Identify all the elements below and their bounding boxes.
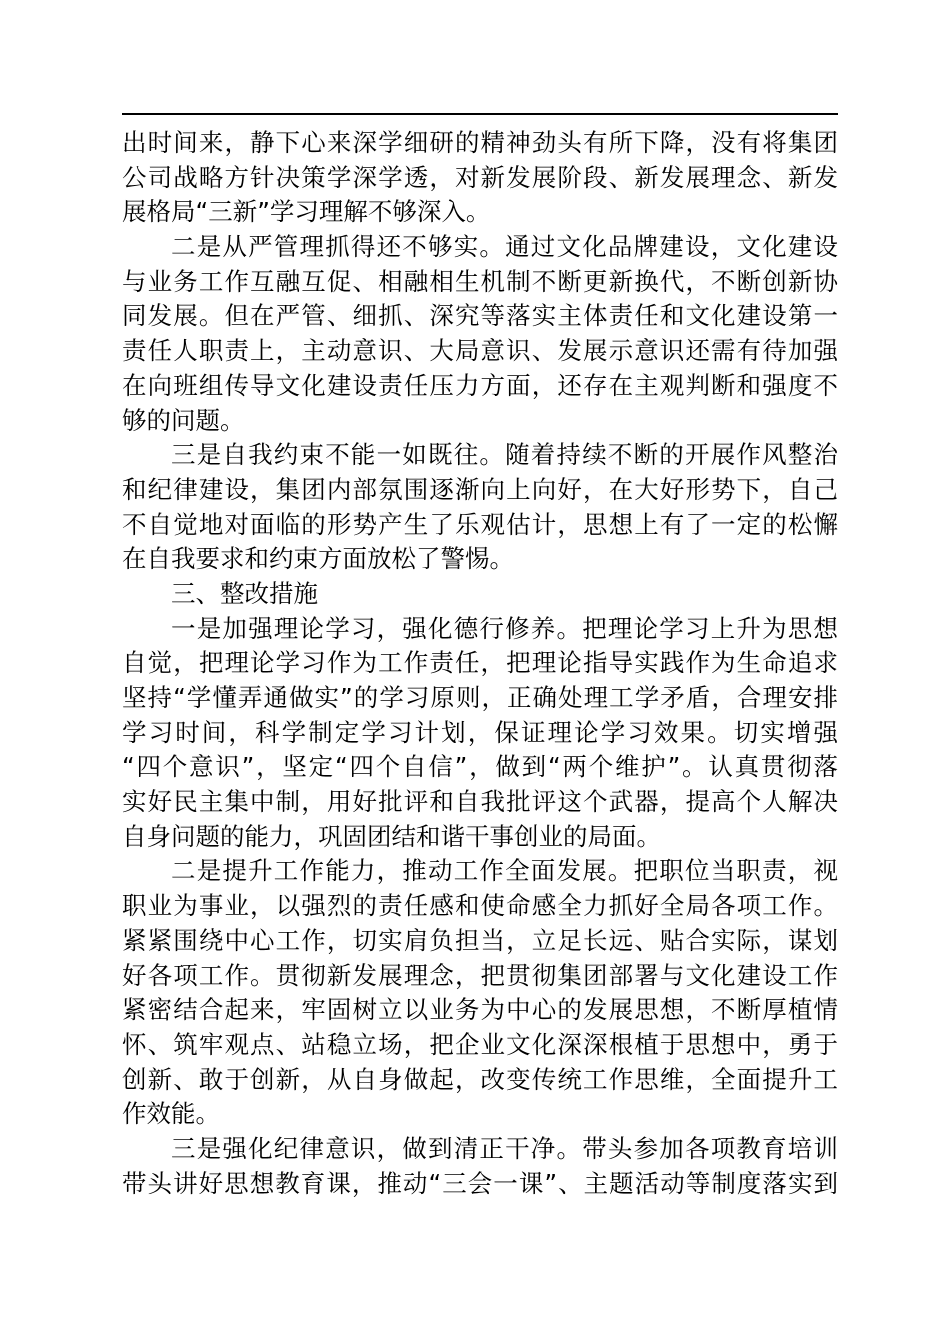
text-line: “四个意识”，坚定“四个自信”，做到“两个维护”。认真贯彻落 xyxy=(122,752,838,782)
header-rule xyxy=(122,113,838,115)
text-line: 同发展。但在严管、细抓、深究等落实主体责任和文化建设第一 xyxy=(122,301,838,331)
text-line: 不自觉地对面临的形势产生了乐观估计，思想上有了一定的松懈 xyxy=(122,509,838,539)
text-line: 紧紧围绕中心工作，切实肩负担当，立足长远、贴合实际，谋划 xyxy=(122,925,838,955)
text-line: 三、整改措施 xyxy=(171,578,318,608)
text-line: 怀、筑牢观点、站稳立场，把企业文化深深根植于思想中，勇于 xyxy=(122,1029,838,1059)
text-line: 和纪律建设，集团内部氛围逐渐向上向好，在大好形势下，自己 xyxy=(122,474,838,504)
text-line: 够的问题。 xyxy=(122,405,245,435)
text-line: 作效能。 xyxy=(122,1099,220,1129)
text-line: 实好民主集中制，用好批评和自我批评这个武器，提高个人解决 xyxy=(122,787,838,817)
text-line: 责任人职责上，主动意识、大局意识、发展示意识还需有待加强 xyxy=(122,336,838,366)
text-line: 好各项工作。贯彻新发展理念，把贯彻集团部署与文化建设工作 xyxy=(122,960,838,990)
text-line: 创新、敢于创新，从自身做起，改变传统工作思维，全面提升工 xyxy=(122,1064,838,1094)
text-line: 一是加强理论学习，强化德行修养。把理论学习上升为思想 xyxy=(171,613,838,643)
text-line: 展格局“三新”学习理解不够深入。 xyxy=(122,197,491,227)
text-line: 公司战略方针决策学深学透，对新发展阶段、新发展理念、新发 xyxy=(122,162,838,192)
text-line: 二是从严管理抓得还不够实。通过文化品牌建设，文化建设 xyxy=(171,232,838,262)
text-line: 二是提升工作能力，推动工作全面发展。把职位当职责，视 xyxy=(171,856,838,886)
text-line: 自身问题的能力，巩固团结和谐干事创业的局面。 xyxy=(122,821,661,851)
text-line: 在向班组传导文化建设责任压力方面，还存在主观判断和强度不 xyxy=(122,370,838,400)
text-line: 学习时间，科学制定学习计划，保证理论学习效果。切实增强 xyxy=(122,717,838,747)
text-line: 职业为事业，以强烈的责任感和使命感全力抓好全局各项工作。 xyxy=(122,891,838,921)
text-line: 与业务工作互融互促、相融相生机制不断更新换代，不断创新协 xyxy=(122,266,838,296)
body-text xyxy=(122,126,838,1201)
text-line: 紧密结合起来，牢固树立以业务为中心的发展思想，不断厚植情 xyxy=(122,995,838,1025)
text-line: 在自我要求和约束方面放松了警惕。 xyxy=(122,544,514,574)
text-line: 坚持“学懂弄通做实”的学习原则，正确处理工学矛盾，合理安排 xyxy=(122,683,838,712)
text-line: 自觉，把理论学习作为工作责任，把理论指导实践作为生命追求 xyxy=(122,648,838,678)
text-line: 三是强化纪律意识，做到清正干净。带头参加各项教育培训 xyxy=(171,1133,838,1163)
text-line: 三是自我约束不能一如既往。随着持续不断的开展作风整治 xyxy=(171,440,838,470)
text-line: 出时间来，静下心来深学细研的精神劲头有所下降，没有将集团 xyxy=(122,128,838,157)
text-line: 带头讲好思想教育课，推动“三会一课”、主题活动等制度落实到 xyxy=(122,1168,838,1198)
